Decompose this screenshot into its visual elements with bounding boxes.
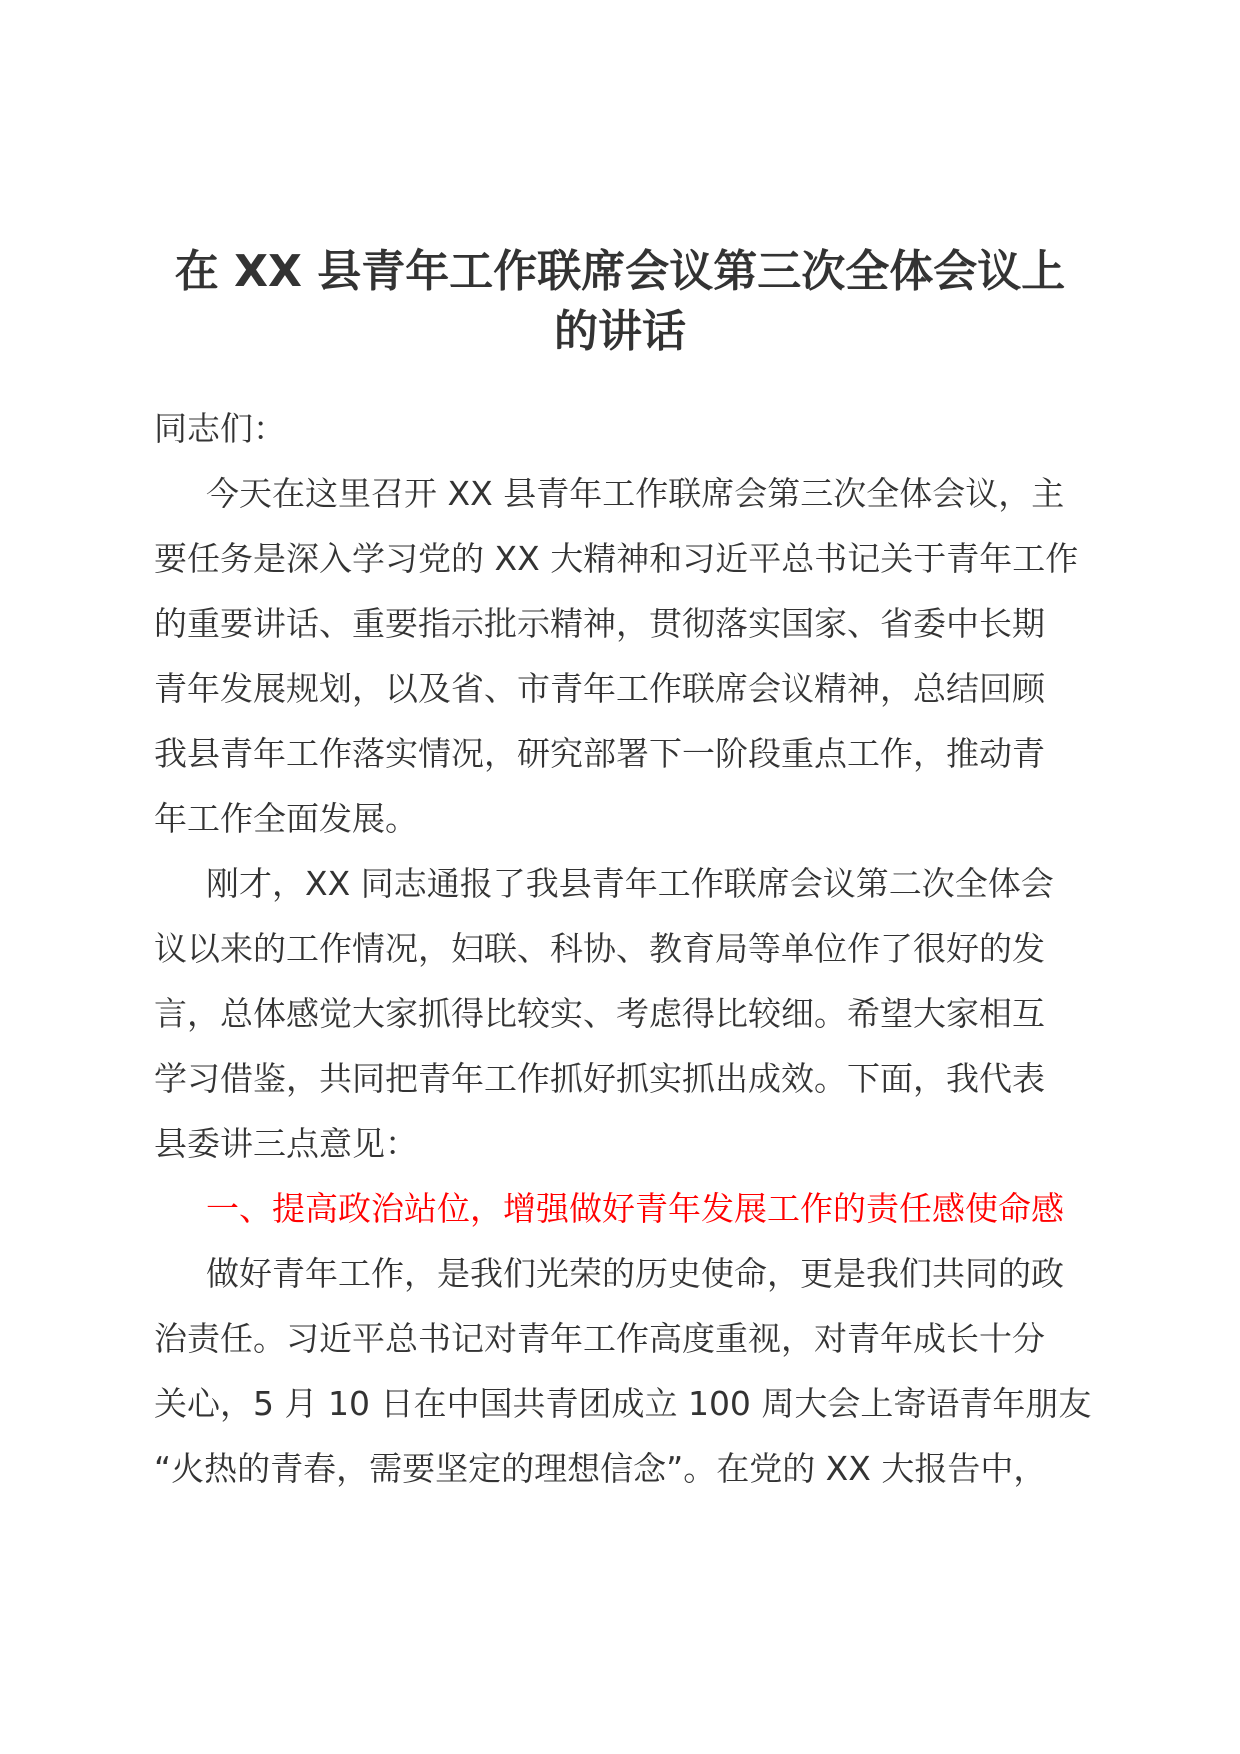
paragraph-line: 我县青年工作落实情况，研究部署下一阶段重点工作，推动青 [154,734,1045,773]
paragraph-line: 学习借鉴，共同把青年工作抓好抓实抓出成效。下面，我代表 [154,1059,1045,1098]
paragraph-line: 治责任。习近平总书记对青年工作高度重视，对青年成长十分 [154,1319,1045,1358]
title-line: 的讲话 [554,306,686,357]
paragraph-line: “火热的青春，需要坚定的理想信念”。在党的 XX 大报告中， [154,1449,1047,1488]
document-body [154,396,1094,1501]
section-heading: 一、提高政治站位，增强做好青年发展工作的责任感使命感 [206,1189,1064,1228]
paragraph-line: 刚才，XX 同志通报了我县青年工作联席会议第二次全体会 [206,864,1054,903]
paragraph-line: 做好青年工作，是我们光荣的历史使命，更是我们共同的政 [206,1254,1064,1293]
document-title [140,242,1100,362]
title-line: 在 XX 县青年工作联席会议第三次全体会议上 [174,246,1066,297]
paragraph-line: 今天在这里召开 XX 县青年工作联席会第三次全体会议，主 [206,474,1065,513]
paragraph-line: 议以来的工作情况，妇联、科协、教育局等单位作了很好的发 [154,929,1045,968]
paragraph-line: 年工作全面发展。 [154,799,418,838]
paragraph-line: 县委讲三点意见： [154,1124,418,1163]
salutation: 同志们： [154,409,286,448]
paragraph-line: 青年发展规划，以及省、市青年工作联席会议精神，总结回顾 [154,669,1045,708]
paragraph-line: 要任务是深入学习党的 XX 大精神和习近平总书记关于青年工作 [154,539,1079,578]
paragraph-line: 言，总体感觉大家抓得比较实、考虑得比较细。希望大家相互 [154,994,1045,1033]
paragraph-line: 关心，5 月 10 日在中国共青团成立 100 周大会上寄语青年朋友 [154,1384,1092,1423]
paragraph-line: 的重要讲话、重要指示批示精神，贯彻落实国家、省委中长期 [154,604,1045,643]
